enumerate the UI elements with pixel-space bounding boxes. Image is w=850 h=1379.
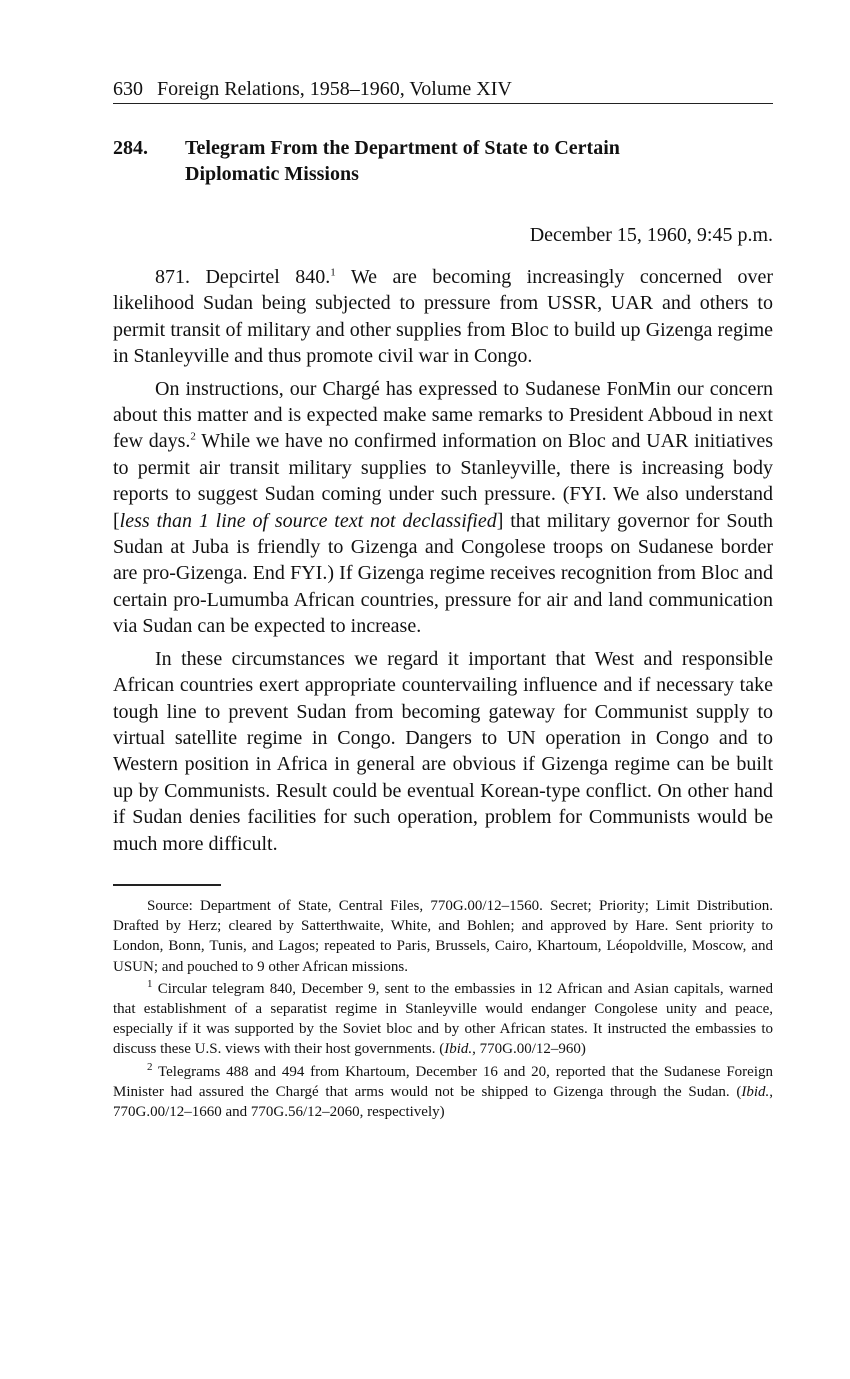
footnote-text: , 770G.00/12–1660 and 770G.56/12–2060, respectively): [113, 1083, 773, 1120]
ibid-citation: Ibid.: [741, 1083, 770, 1100]
footnote-1: [113, 979, 773, 1060]
paragraph-text: ] that military governor for South Sudan at Juba is friendly to Gizenga and Congolese troops on Sudanese border are pro-Gizenga. End FYI.) If Gizenga regime receives recognition from Bloc and certain pro-Lumumba African countries, pressure for air and land communication via Sudan can be expected to increase.: [113, 509, 774, 638]
paragraph-text: We are becoming increasingly concerned over likelihood Sudan being subjected to pressure from USSR, UAR and others to permit transit of military and other supplies from Bloc to build up Gizenga regime in Stanleyville and thus promote civil war in Congo.: [113, 266, 773, 368]
paragraph-1: [113, 264, 773, 370]
footnote-mark: 2: [147, 1060, 153, 1073]
page-number: 630: [113, 78, 143, 100]
paragraph-2: [113, 376, 773, 640]
footnote-2: [113, 1062, 773, 1123]
footnote-ref-1: 1: [330, 266, 336, 279]
source-note: Source: Department of State, Central Files, 770G.00/12–1560. Secret; Priority; Limit Distribution. Drafted by Herz; cleared by Satterthwaite, White, and Bohlen; and approved by Hare. Sent priority to London, Bonn, Tunis, and Lagos; repeated to Paris, Brussels, Cairo, Khartoum, Léopoldville, Moscow, and USUN; and pouched to 9 other African missions.: [113, 897, 773, 975]
telegram-body: [113, 264, 773, 857]
footnote-text: Circular telegram 840, December 9, sent to the embassies in 12 African and Asian capitals, warned that establishment of a separatist regime in Stanleyville would endanger Congolese unity and peace, especially if it was supported by the Soviet bloc and by other African states. It instructed the embassies to discuss these U.S. views with their host governments. (: [113, 980, 773, 1058]
footnotes: [113, 896, 773, 1122]
ibid-citation: Ibid.: [444, 1041, 473, 1058]
paragraph-text: While we have no confirmed information on Bloc and UAR initiatives to permit air transit military supplies to Stanleyville, there is increasing body reports to suggest Sudan coming under such pressure. (FYI. We also understand [: [113, 430, 773, 532]
footnote-text: , 770G.00/12–960): [472, 1041, 586, 1058]
footnote-text: Telegrams 488 and 494 from Khartoum, December 16 and 20, reported that the Sudanese Foreign Minister had assured the Chargé that arms would not be shipped to Gizenga through the Sudan. (: [113, 1063, 773, 1100]
running-title: Foreign Relations, 1958–1960, Volume XIV: [157, 78, 512, 100]
document-heading: [113, 135, 773, 187]
paragraph-text: On instructions, our Chargé has expressed to Sudanese FonMin our concern about this matter and is expected make same remarks to President Abboud in next few days.: [113, 377, 773, 453]
paragraph-3: In these circumstances we regard it important that West and responsible African countries exert appropriate countervailing influence and if necessary take tough line to prevent Sudan from becoming gateway for Communist supply to virtual satellite regime in Congo. Dangers to UN operation in Congo and to Western position in Africa in general are obvious if Gizenga regime can be built up by Communists. Result could be eventual Korean-type conflict. On other hand if Sudan denies facilities for such operation, problem for Communists would be much more difficult.: [113, 647, 773, 855]
footnote-mark: 1: [147, 977, 153, 990]
document-number: 284.: [113, 137, 148, 159]
redaction-note: less than 1 line of source text not declassified: [119, 509, 497, 532]
running-header: [113, 78, 773, 104]
dateline: December 15, 1960, 9:45 p.m.: [529, 224, 773, 246]
footnote-ref-2: 2: [190, 430, 196, 443]
document-page: [113, 78, 773, 1124]
document-title: Telegram From the Department of State to Certain Diplomatic Missions: [185, 137, 620, 185]
paragraph-text: 871. Depcirtel 840.: [155, 266, 331, 288]
footnote-divider: [113, 884, 221, 886]
